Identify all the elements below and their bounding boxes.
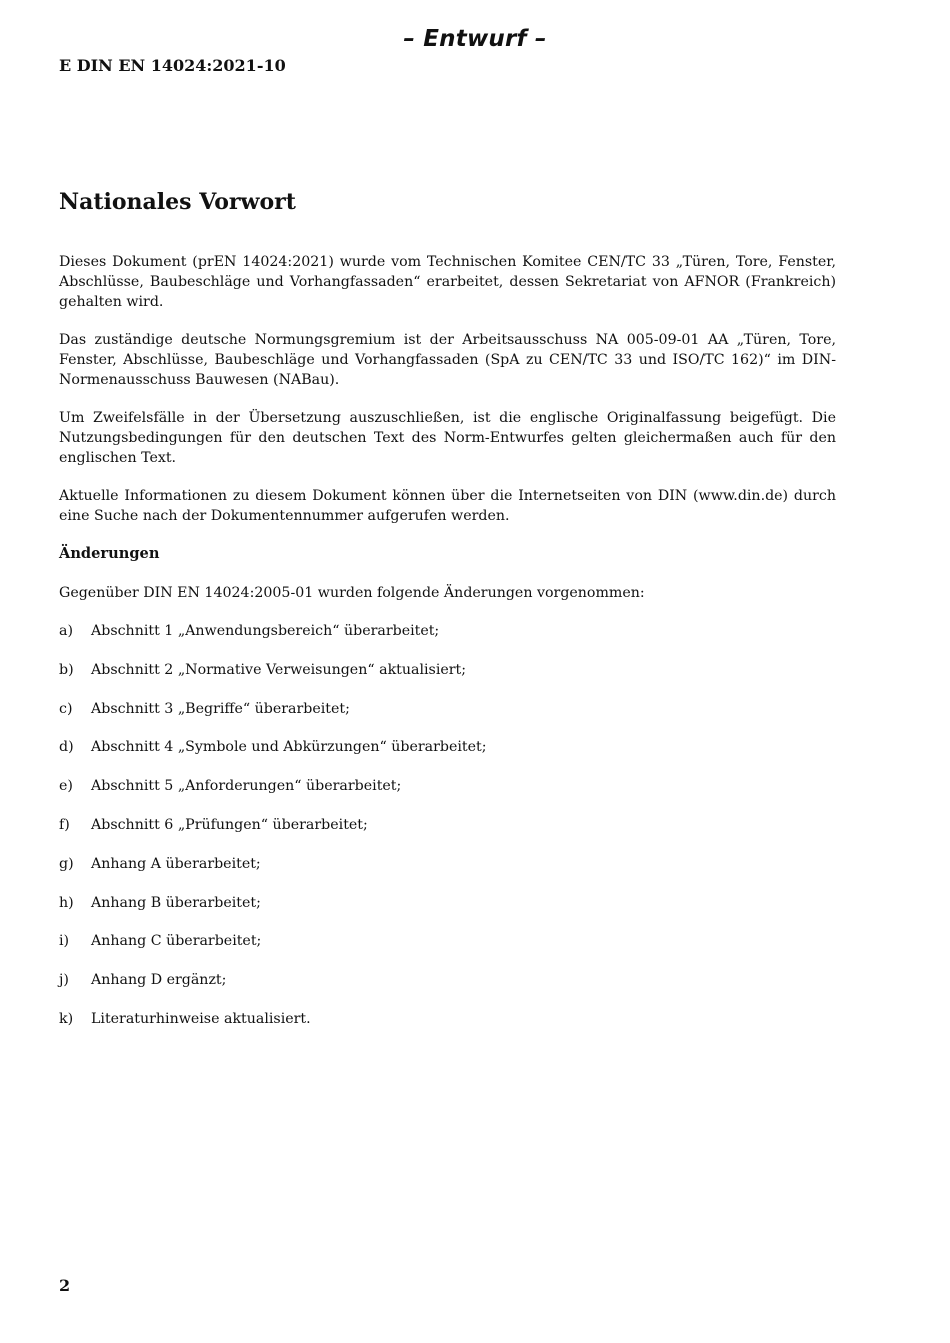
page-number: 2	[59, 1276, 71, 1295]
list-item-text: Anhang B überarbeitet;	[91, 894, 261, 911]
list-item	[59, 737, 836, 757]
list-item-text: Abschnitt 1 „Anwendungsbereich“ überarbeitet;	[91, 623, 440, 639]
paragraph-committee: Dieses Dokument (prEN 14024:2021) wurde vom Technischen Komitee CEN/TC 33 „Türen, Tore, Fenster, Abschlüsse, Baubeschläge und Vorhangfassaden“ erarbeitet, dessen Sekretariat von AFNOR (Frankreich) gehalten wird.	[59, 254, 836, 310]
list-marker: h)	[59, 894, 74, 911]
list-item-text: Abschnitt 5 „Anforderungen“ überarbeitet;	[91, 778, 402, 795]
list-item	[59, 893, 836, 913]
list-item-text: Abschnitt 4 „Symbole und Abkürzungen“ überarbeitet;	[91, 739, 487, 756]
list-marker: f)	[59, 816, 70, 833]
paragraph-national-body: Das zuständige deutsche Normungsgremium ist der Arbeitsausschuss NA 005-09-01 AA „Türen, Tore, Fenster, Abschlüsse, Baubeschläge und Vorhangfassaden (SpA zu CEN/TC 33 und ISO/TC 162)“ im DIN-Normenausschuss Bauwesen (NABau).	[59, 332, 836, 388]
list-marker: a)	[59, 623, 73, 639]
list-item-text: Abschnitt 6 „Prüfungen“ überarbeitet;	[91, 816, 368, 833]
document-id: E DIN EN 14024:2021-10	[59, 56, 286, 75]
list-item	[59, 660, 836, 680]
list-item	[59, 776, 836, 796]
page-content	[59, 186, 836, 1048]
list-item	[59, 699, 836, 719]
list-item-text: Anhang A überarbeitet;	[91, 855, 261, 872]
list-marker: e)	[59, 778, 73, 795]
changes-list	[59, 621, 836, 1029]
list-marker: g)	[59, 855, 74, 872]
list-marker: d)	[59, 739, 74, 756]
list-marker: c)	[59, 700, 73, 717]
list-item	[59, 815, 836, 835]
changes-intro: Gegenüber DIN EN 14024:2005-01 wurden folgende Änderungen vorgenommen:	[59, 585, 645, 601]
list-item	[59, 621, 836, 641]
page-title: Nationales Vorwort	[59, 189, 296, 215]
list-item-text: Anhang D ergänzt;	[91, 972, 227, 989]
list-marker: b)	[59, 661, 74, 678]
list-item-text: Abschnitt 2 „Normative Verweisungen“ aktualisiert;	[91, 661, 467, 678]
list-marker: k)	[59, 1010, 74, 1027]
draft-mark: – Entwurf –	[403, 26, 547, 52]
list-item-text: Anhang C überarbeitet;	[91, 933, 262, 950]
list-marker: j)	[59, 972, 69, 989]
list-item-text: Literaturhinweise aktualisiert.	[91, 1010, 311, 1027]
list-item	[59, 854, 836, 874]
list-item	[59, 1009, 836, 1029]
list-item-text: Abschnitt 3 „Begriffe“ überarbeitet;	[91, 700, 350, 717]
list-item	[59, 931, 836, 951]
list-item	[59, 970, 836, 990]
paragraph-translation: Um Zweifelsfälle in der Übersetzung auszuschließen, ist die englische Originalfassung beigefügt. Die Nutzungsbedingungen für den deutschen Text des Norm-Entwurfes gelten gleichermaßen auch für den englischen Text.	[59, 410, 836, 466]
changes-heading: Änderungen	[59, 545, 160, 562]
paragraph-information: Aktuelle Informationen zu diesem Dokument können über die Internetseiten von DIN (www.din.de) durch eine Suche nach der Dokumentennummer aufgerufen werden.	[59, 488, 836, 524]
list-marker: i)	[59, 933, 70, 950]
